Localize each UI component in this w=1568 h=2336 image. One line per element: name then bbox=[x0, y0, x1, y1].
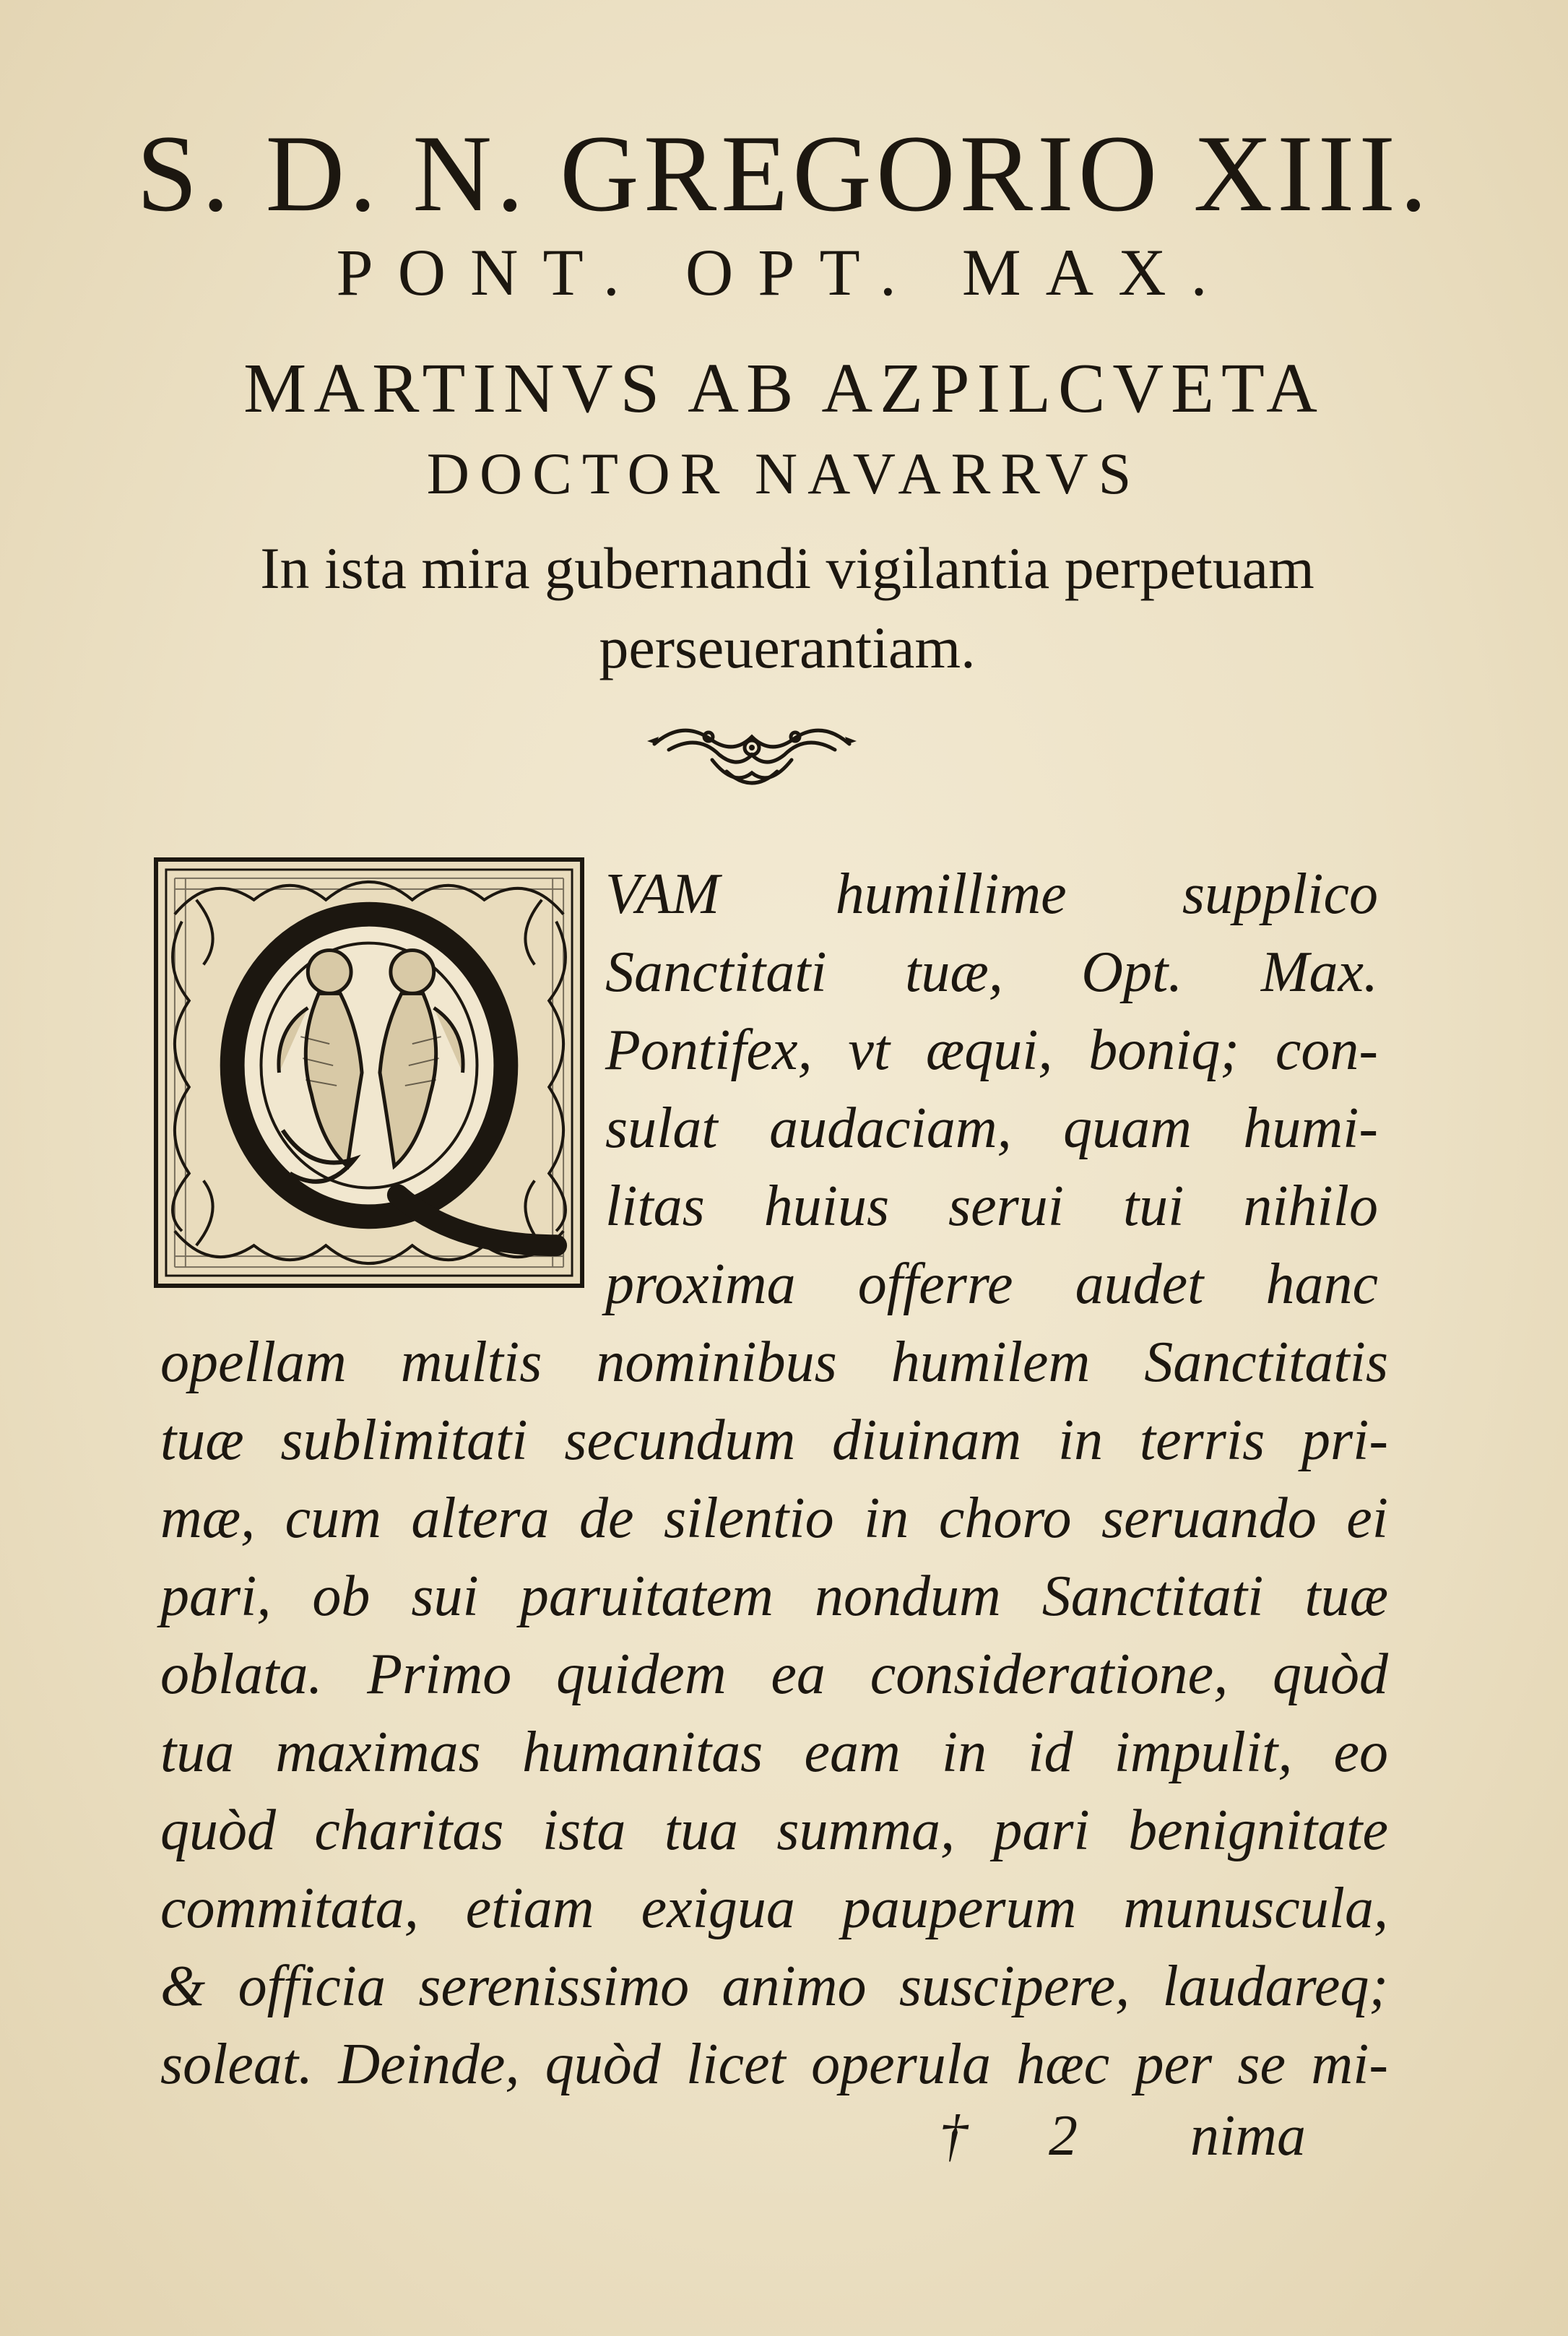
body-line: Pontifex, vt æqui, boniq; con- bbox=[605, 1018, 1378, 1082]
dedication-line: In ista mira gubernandi vigilantia perpetuam bbox=[260, 535, 1314, 601]
body-line: pari, ob sui paruitatem nondum Sanctitati tuæ bbox=[160, 1565, 1388, 1628]
body-line: mæ, cum altera de silentio in choro seruando ei bbox=[160, 1487, 1388, 1550]
body-line: litas huius serui tui nihilo bbox=[605, 1175, 1378, 1238]
dedication-wish bbox=[202, 529, 1372, 688]
body-line: VAM humillime supplico bbox=[605, 862, 1378, 926]
author-name: MARTINVS AB AZPILCVETA bbox=[243, 350, 1325, 428]
body-line: sulat audaciam, quam humi- bbox=[605, 1096, 1378, 1160]
body-line: opellam multis nominibus humilem Sanctitatis bbox=[160, 1331, 1388, 1394]
body-line: proxima offerre audet hanc bbox=[605, 1253, 1378, 1316]
body-line: soleat. Deinde, quòd licet operula hæc per se mi- bbox=[160, 2033, 1388, 2096]
page-number: 2 bbox=[1049, 2104, 1078, 2168]
body-line: tuæ sublimitati secundum diuinam in terris pri- bbox=[160, 1409, 1388, 1472]
body-line: oblata. Primo quidem ea consideratione, quòd bbox=[160, 1643, 1388, 1706]
author-title: DOCTOR NAVARRVS bbox=[426, 441, 1142, 506]
floral-ornament-icon bbox=[640, 715, 864, 795]
dedication-line: perseuerantiam. bbox=[599, 615, 976, 680]
body-line: tua maximas humanitas eam in id impulit, eo bbox=[160, 1721, 1388, 1784]
body-line: quòd charitas ista tua summa, pari benignitate bbox=[160, 1799, 1388, 1862]
signature-mark: † bbox=[939, 2104, 968, 2168]
body-line: commitata, etiam exigua pauperum munuscula, bbox=[160, 1877, 1388, 1940]
body-line: & officia serenissimo animo suscipere, laudareq; bbox=[160, 1955, 1388, 2018]
decorated-initial-q-icon bbox=[153, 857, 585, 1289]
page-footer bbox=[0, 2103, 1568, 2183]
body-line: Sanctitati tuæ, Opt. Max. bbox=[605, 940, 1378, 1004]
dedicatee-name: S. D. N. GREGORIO XIII. bbox=[136, 113, 1431, 234]
dedicatee-title: PONT. OPT. MAX. bbox=[336, 235, 1232, 309]
catchword: nima bbox=[1190, 2104, 1306, 2168]
